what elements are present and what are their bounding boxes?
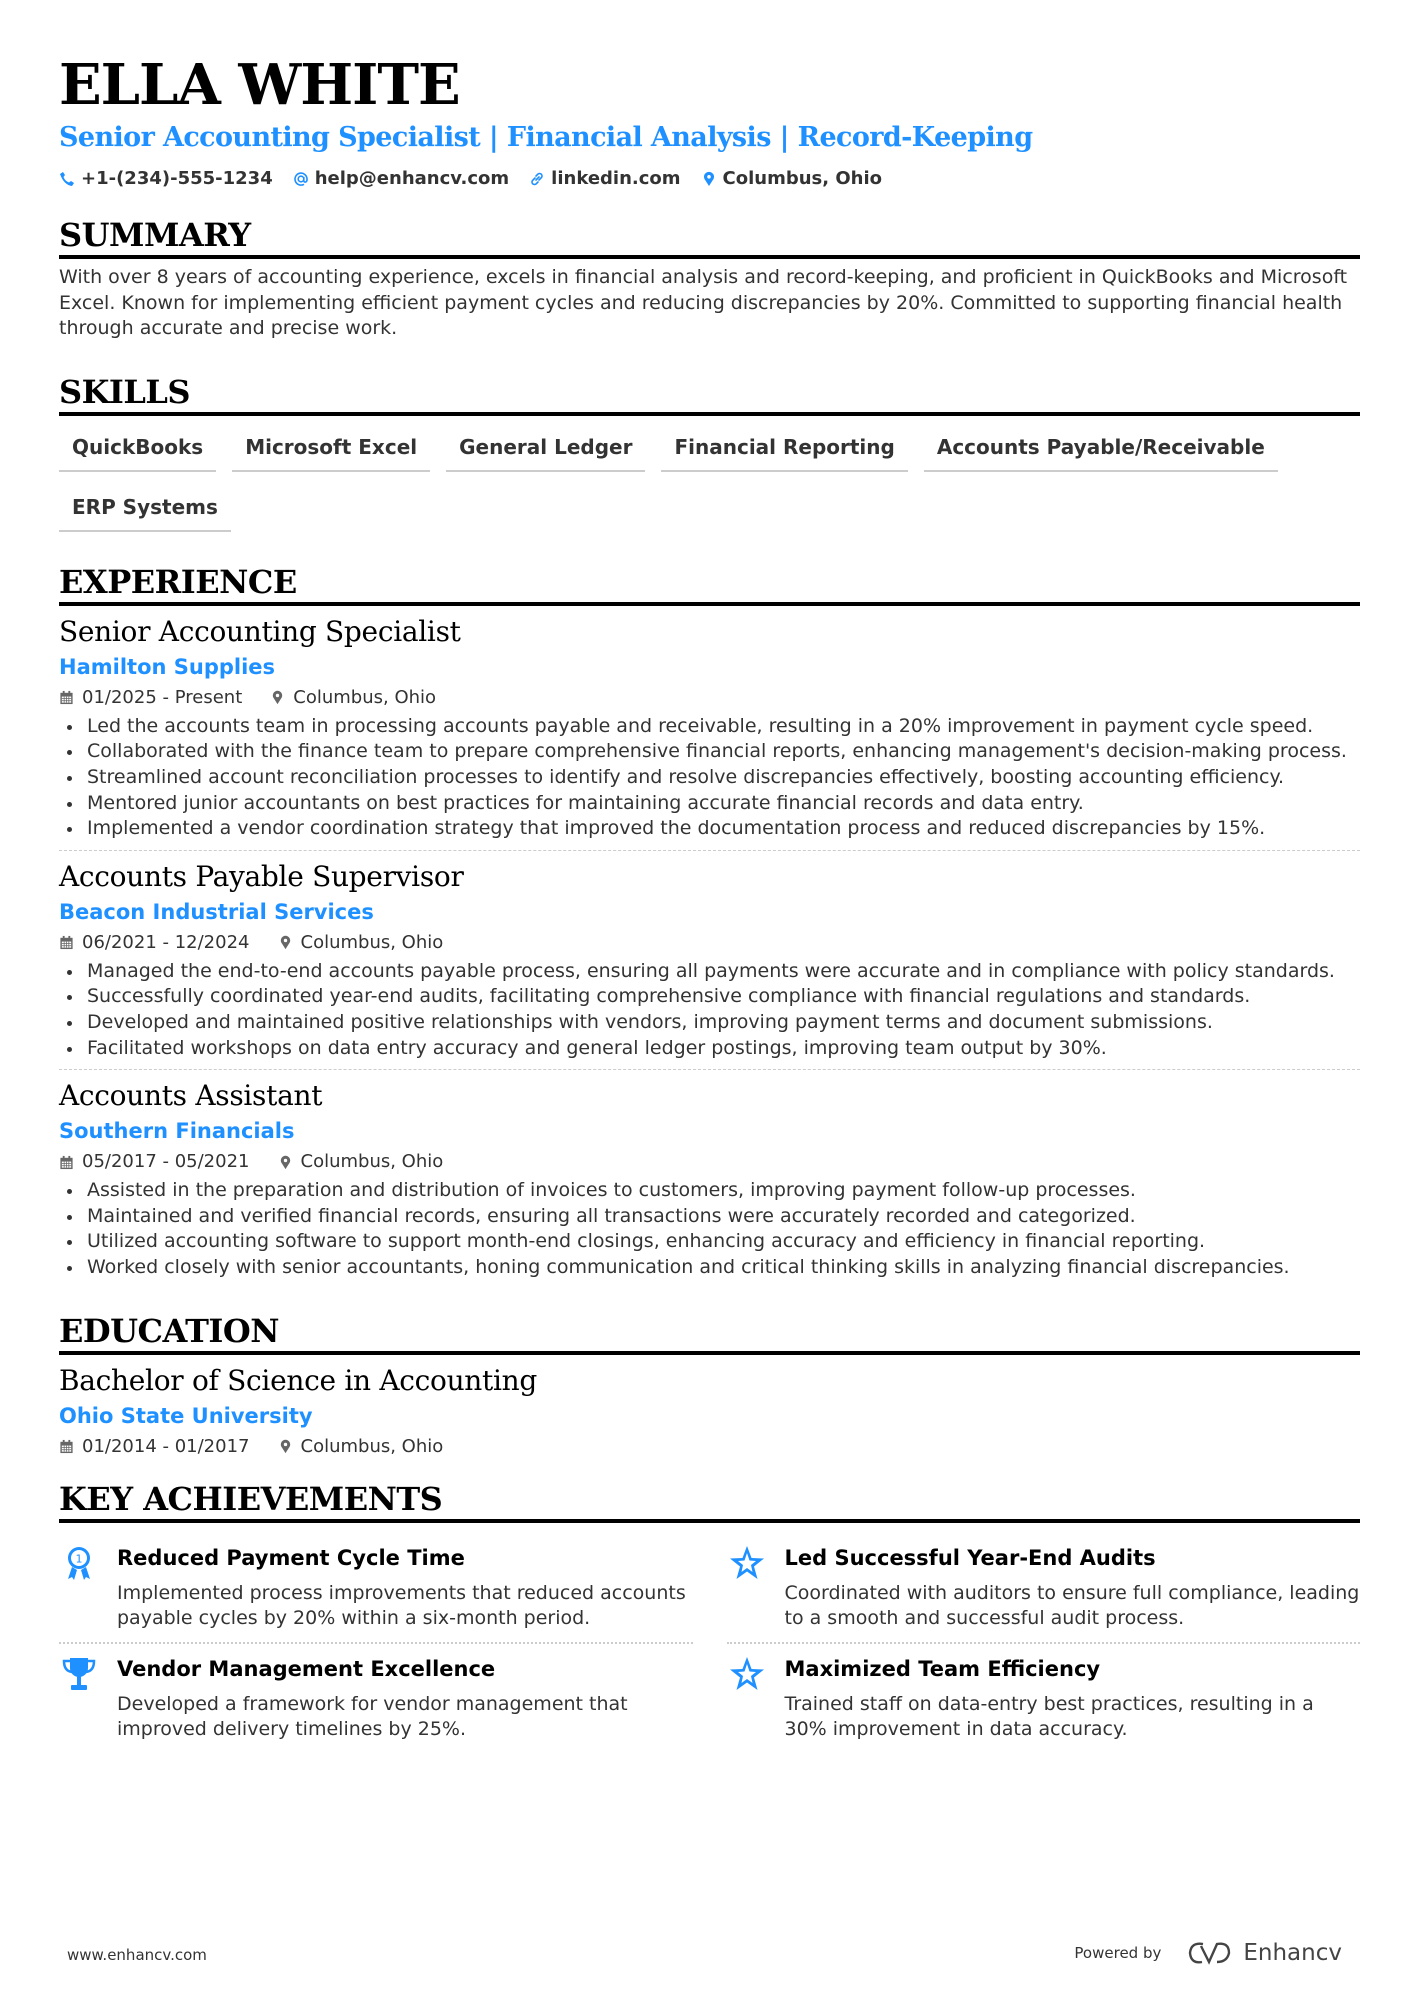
- at-icon: [293, 171, 309, 187]
- contact-phone: [59, 168, 273, 189]
- job-meta: [59, 931, 1360, 955]
- job-dates: 06/2021 - 12/2024: [82, 931, 250, 953]
- footer-url[interactable]: www.enhancv.com: [67, 1946, 207, 1964]
- bullet-item: Worked closely with senior accountants, honing communication and critical thinking skills in analyzing financial discrepancies.: [59, 1255, 1360, 1281]
- calendar-icon: [59, 1155, 74, 1170]
- achievement-title: Maximized Team Efficiency: [784, 1656, 1101, 1681]
- achievement-title: Vendor Management Excellence: [117, 1656, 496, 1681]
- achievement-item: [59, 1644, 693, 1753]
- phone-text: +1-(234)-555-1234: [81, 168, 273, 189]
- achievements-grid: [59, 1533, 1360, 1753]
- bullet-item: Streamlined account reconciliation processes to identify and resolve discrepancies effectively, boosting accounting efficiency.: [59, 765, 1360, 791]
- svg-text:1: 1: [75, 1552, 83, 1565]
- phone-icon: [59, 171, 75, 187]
- star-icon: [727, 1543, 767, 1583]
- achievement-title: Led Successful Year-End Audits: [784, 1545, 1156, 1570]
- calendar-icon: [59, 1439, 74, 1454]
- link-icon: [529, 171, 545, 187]
- achievement-desc: Coordinated with auditors to ensure full compliance, leading to a smooth and successful audit process.: [784, 1581, 1360, 1630]
- bullet-item: Managed the end-to-end accounts payable process, ensuring all payments were accurate and in compliance with policy standards.: [59, 959, 1360, 985]
- location-pin-icon: [278, 1155, 293, 1170]
- calendar-icon: [59, 690, 74, 705]
- bullet-item: Led the accounts team in processing accounts payable and receivable, resulting in a 20% improvement in payment cycle speed.: [59, 714, 1360, 740]
- bullet-item: Successfully coordinated year-end audits, facilitating comprehensive compliance with financial regulations and standards.: [59, 984, 1360, 1010]
- location-text: Columbus, Ohio: [722, 168, 883, 189]
- company-name: Southern Financials: [59, 1119, 295, 1144]
- skill-tag: QuickBooks: [59, 426, 216, 472]
- job-title: Accounts Payable Supervisor: [59, 859, 464, 893]
- degree: Bachelor of Science in Accounting: [59, 1363, 538, 1397]
- achievement-desc: Developed a framework for vendor management that improved delivery timelines by 25%.: [117, 1692, 628, 1741]
- job-meta: [59, 1150, 1360, 1174]
- education-location: Columbus, Ohio: [300, 1435, 444, 1457]
- bullet-item: Implemented a vendor coordination strategy that improved the documentation process and reduced discrepancies by 15%.: [59, 816, 1360, 842]
- headline: Senior Accounting Specialist | Financial Analysis | Record-Keeping: [59, 122, 1033, 153]
- summary-heading: SUMMARY: [59, 215, 1360, 259]
- bullet-item: Assisted in the preparation and distribution of invoices to customers, improving payment follow-up processes.: [59, 1178, 1360, 1204]
- bullet-item: Maintained and verified financial records, ensuring all transactions were accurately recorded and categorized.: [59, 1204, 1360, 1230]
- contact-email[interactable]: [293, 168, 509, 189]
- achievement-item: [59, 1533, 693, 1644]
- job-location: Columbus, Ohio: [300, 931, 444, 953]
- calendar-icon: [59, 935, 74, 950]
- link-text: linkedin.com: [551, 168, 681, 189]
- skill-tag: ERP Systems: [59, 486, 231, 532]
- contact-location: [701, 168, 883, 189]
- trophy-icon: [59, 1654, 99, 1694]
- location-pin-icon: [278, 935, 293, 950]
- experience-list: [59, 606, 1360, 1289]
- achievements-heading: KEY ACHIEVEMENTS: [59, 1479, 1360, 1523]
- job-meta: [59, 686, 1360, 710]
- achievement-item: [727, 1533, 1361, 1644]
- email-text: help@enhancv.com: [314, 168, 510, 189]
- skill-tag: General Ledger: [446, 426, 645, 472]
- job-dates: 01/2025 - Present: [82, 686, 243, 708]
- company-name: Hamilton Supplies: [59, 654, 276, 679]
- job-dates: 05/2017 - 05/2021: [82, 1151, 250, 1173]
- experience-entry: [59, 851, 1360, 1070]
- location-pin-icon: [270, 690, 285, 705]
- job-bullets: [59, 1178, 1360, 1280]
- location-pin-icon: [278, 1439, 293, 1454]
- location-pin-icon: [701, 171, 717, 187]
- summary-text: With over 8 years of accounting experience, excels in financial analysis and record-keeping, and proficient in QuickBooks and Microsoft Excel. Known for implementing efficient payment cycles and reducing discrepancies by 20%. Committed to supporting financial health through accurate and precise work.: [59, 266, 1348, 340]
- bullet-item: Collaborated with the finance team to prepare comprehensive financial reports, enhancing management's decision-making process.: [59, 739, 1360, 765]
- star-icon: [727, 1654, 767, 1694]
- achievement-desc: Implemented process improvements that reduced accounts payable cycles by 20% within a six-month period.: [117, 1581, 686, 1630]
- education-dates: 01/2014 - 01/2017: [82, 1435, 250, 1457]
- education-meta: [59, 1435, 1360, 1459]
- job-title: Senior Accounting Specialist: [59, 614, 461, 648]
- contact-link[interactable]: [529, 168, 680, 189]
- education-heading: EDUCATION: [59, 1311, 1360, 1355]
- skills-heading: SKILLS: [59, 372, 1360, 416]
- footer-branding: [1074, 1940, 1342, 1966]
- skill-tag: Microsoft Excel: [232, 426, 430, 472]
- enhancv-logo: [1187, 1940, 1342, 1966]
- brand-name: Enhancv: [1243, 1940, 1342, 1966]
- skills-list: [59, 426, 1360, 532]
- achievement-desc: Trained staff on data-entry best practices, resulting in a 30% improvement in data accuracy.: [784, 1692, 1314, 1741]
- skill-tag: Accounts Payable/Receivable: [924, 426, 1278, 472]
- bullet-item: Mentored junior accountants on best practices for maintaining accurate financial records and data entry.: [59, 791, 1360, 817]
- enhancv-logo-icon: [1187, 1940, 1233, 1966]
- experience-entry: [59, 606, 1360, 851]
- experience-heading: EXPERIENCE: [59, 562, 1360, 606]
- job-location: Columbus, Ohio: [293, 686, 437, 708]
- skill-tag: Financial Reporting: [661, 426, 907, 472]
- job-bullets: [59, 714, 1360, 842]
- bullet-item: Developed and maintained positive relationships with vendors, improving payment terms and document submissions.: [59, 1010, 1360, 1036]
- bullet-item: Utilized accounting software to support month-end closings, enhancing accuracy and efficiency in financial reporting.: [59, 1229, 1360, 1255]
- experience-entry: [59, 1070, 1360, 1288]
- resume: [59, 50, 1360, 1753]
- award-ribbon-icon: [59, 1543, 99, 1583]
- job-location: Columbus, Ohio: [300, 1151, 444, 1173]
- job-title: Accounts Assistant: [59, 1079, 323, 1113]
- job-bullets: [59, 959, 1360, 1061]
- school: Ohio State University: [59, 1403, 313, 1428]
- achievement-title: Reduced Payment Cycle Time: [117, 1545, 465, 1570]
- company-name: Beacon Industrial Services: [59, 899, 374, 924]
- education-entry: [59, 1355, 1360, 1467]
- achievement-item: [727, 1644, 1361, 1753]
- contact-info: [59, 168, 1360, 189]
- candidate-name: ELLA WHITE: [59, 52, 460, 118]
- bullet-item: Facilitated workshops on data entry accuracy and general ledger postings, improving team output by 30%.: [59, 1036, 1360, 1062]
- powered-by-text: Powered by: [1074, 1944, 1162, 1962]
